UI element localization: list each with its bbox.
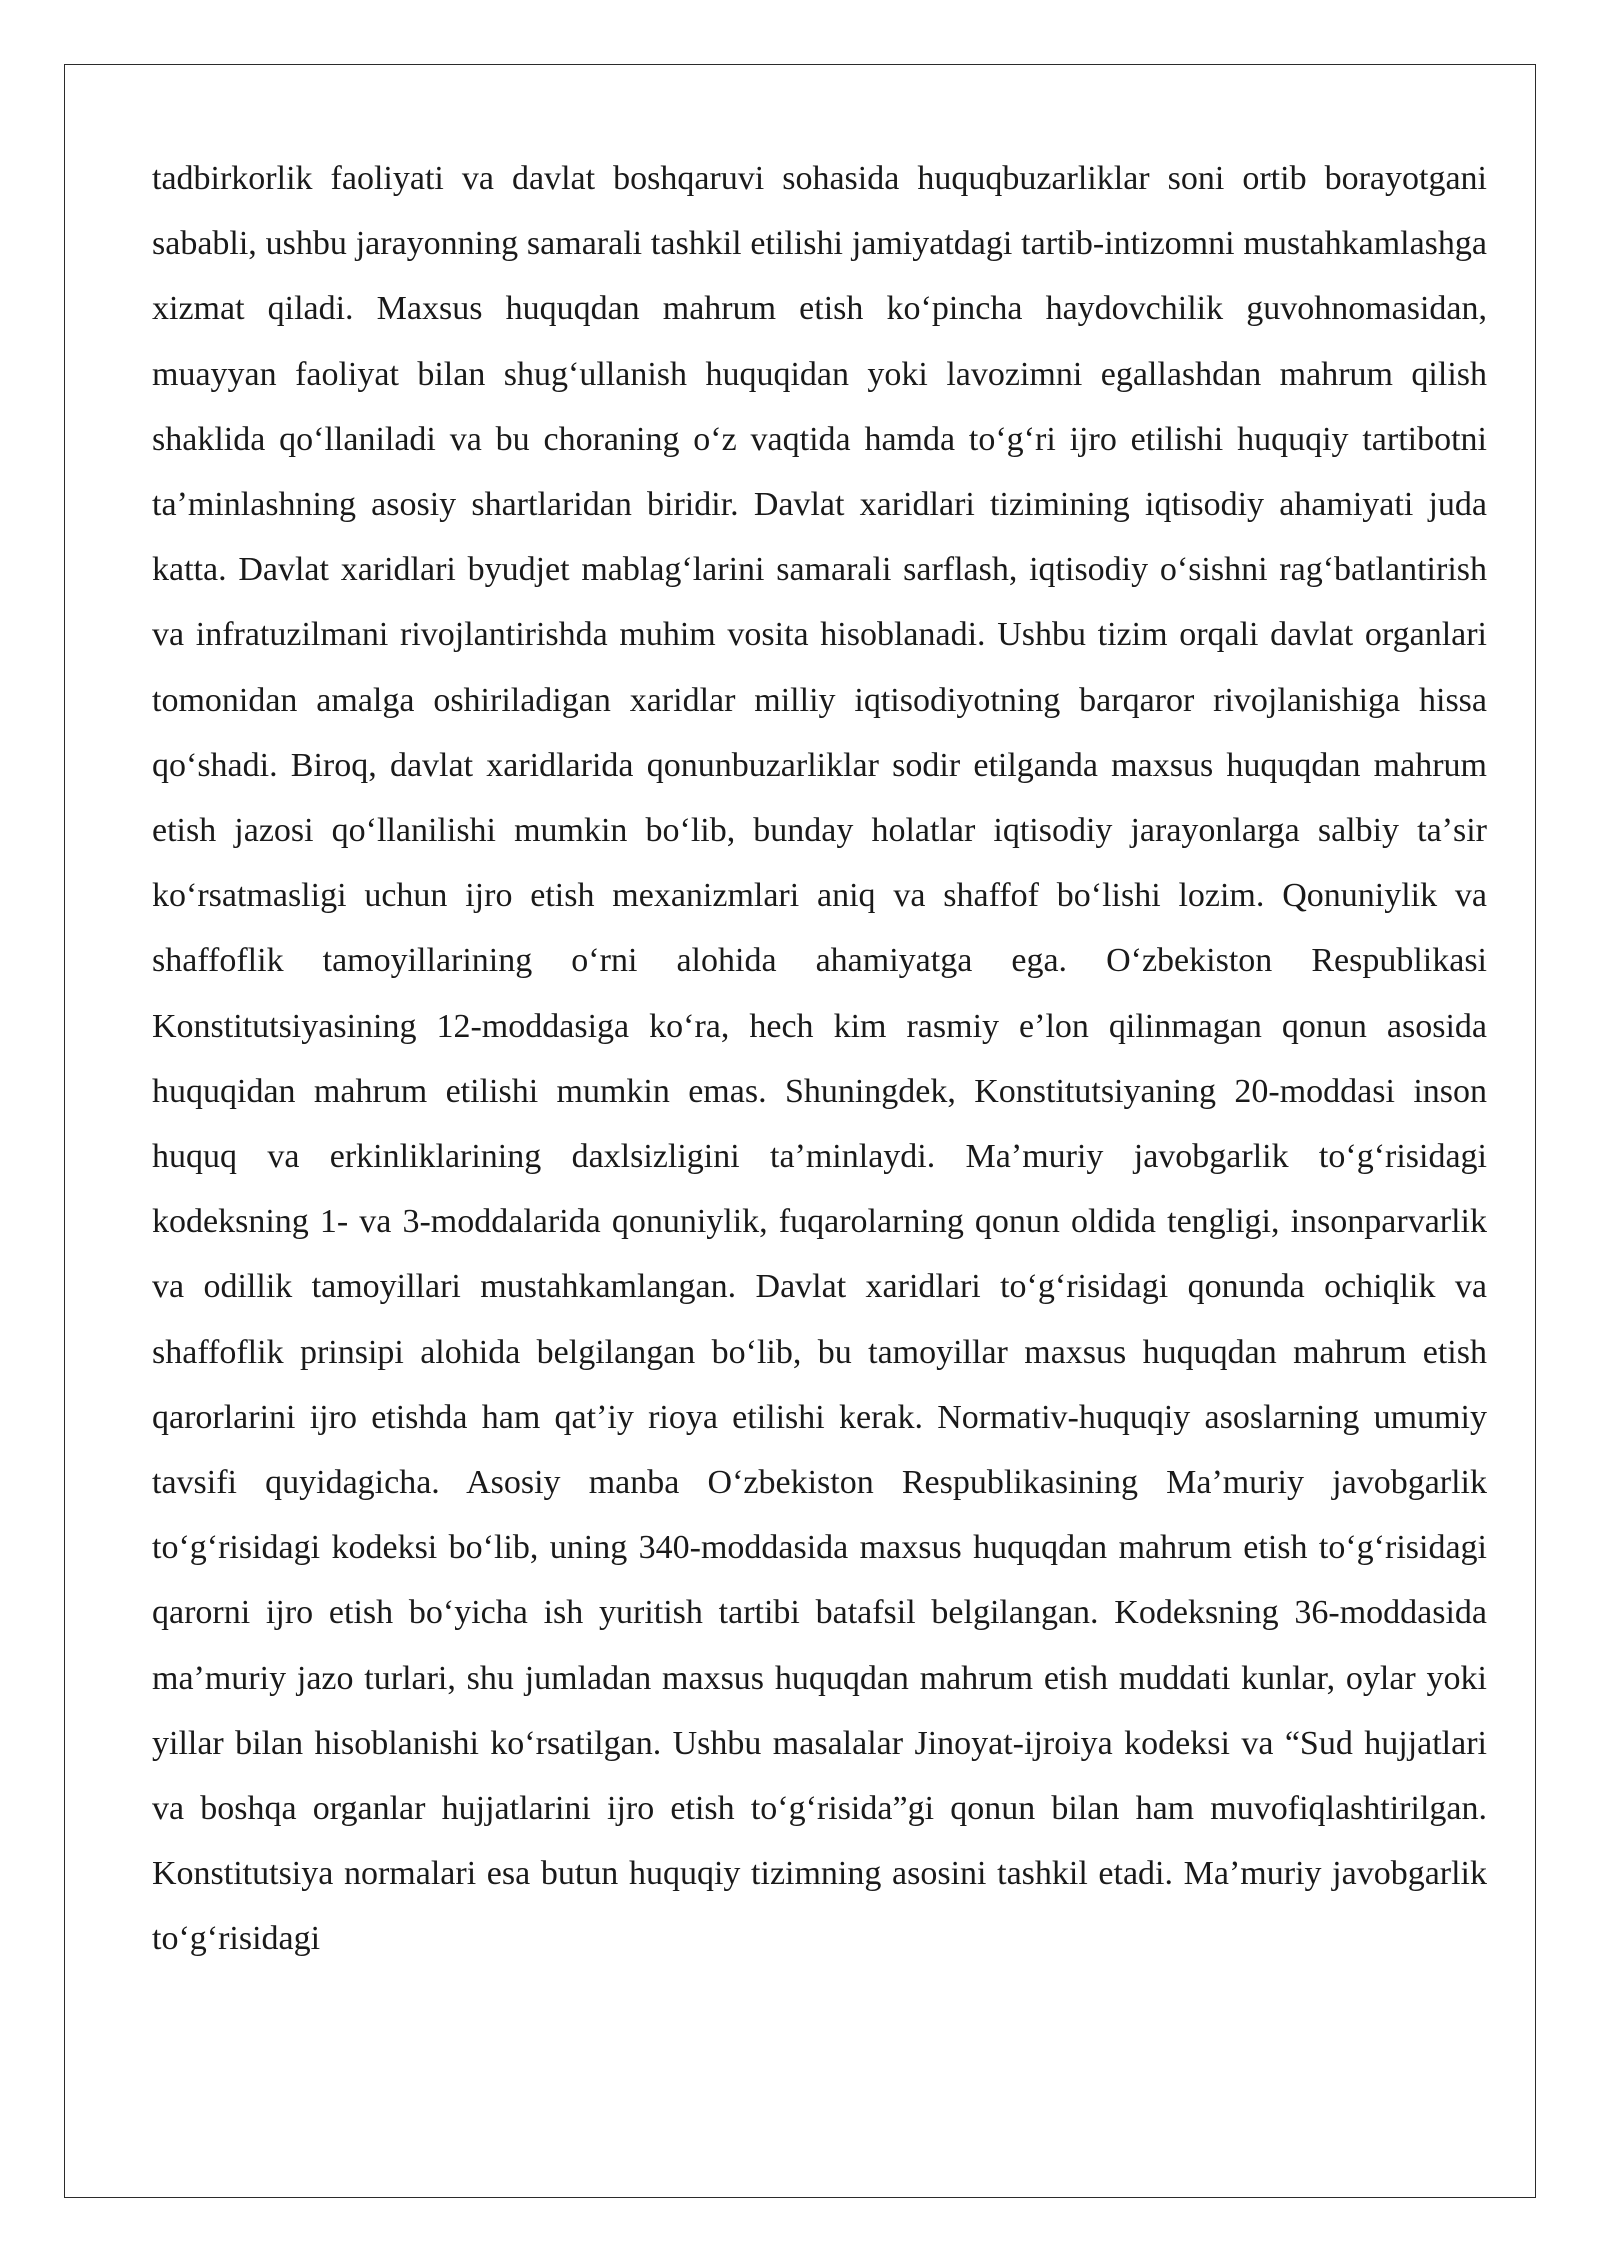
body-paragraph: tadbirkorlik faoliyati va davlat boshqaruvi sohasida huquqbuzarliklar soni ortib borayotgani sababli, ushbu jarayonning samarali tashkil etilishi jamiyatdagi tartib-intizomni mustahkamlashga xizmat qiladi. Maxsus huquqdan mahrum etish koʻpincha haydovchilik guvohnomasidan, muayyan faoliyat bilan shugʻullanish huquqidan yoki lavozimni egallashdan mahrum qilish shaklida qoʻllaniladi va bu choraning oʻz vaqtida hamda toʻgʻri ijro etilishi huquqiy tartibotni taʼminlashning asosiy shartlaridan biridir. Davlat xaridlari tizimining iqtisodiy ahamiyati juda katta. Davlat xaridlari byudjet mablagʻlarini samarali sarflash, iqtisodiy oʻsishni ragʻbatlantirish va infratuzilmani rivojlantirishda muhim vosita hisoblanadi. Ushbu tizim orqali davlat organlari tomonidan amalga oshiriladigan xaridlar milliy iqtisodiyotning barqaror rivojlanishiga hissa qoʻshadi. Biroq, davlat xaridlarida qonunbuzarliklar sodir etilganda maxsus huquqdan mahrum etish jazosi qoʻllanilishi mumkin boʻlib, bunday holatlar iqtisodiy jarayonlarga salbiy taʼsir koʻrsatmasligi uchun ijro etish mexanizmlari aniq va shaffof boʻlishi lozim. Qonuniylik va shaffoflik tamoyillarining oʻrni alohida ahamiyatga ega. Oʻzbekiston Respublikasi Konstitutsiyasining 12-moddasiga koʻra, hech kim rasmiy eʼlon qilinmagan qonun asosida huquqidan mahrum etilishi mumkin emas. Shuningdek, Konstitutsiyaning 20-moddasi inson huquq va erkinliklarining daxlsizligini taʼminlaydi. Maʼmuriy javobgarlik toʻgʻrisidagi kodeksning 1- va 3-moddalarida qonuniylik, fuqarolarning qonun oldida tengligi, insonparvarlik va odillik tamoyillari mustahkamlangan. Davlat xaridlari toʻgʻrisidagi qonunda ochiqlik va shaffoflik prinsipi alohida belgilangan boʻlib, bu tamoyillar maxsus huquqdan mahrum etish qarorlarini ijro etishda ham qatʼiy rioya etilishi kerak. Normativ-huquqiy asoslarning umumiy tavsifi quyidagicha. Asosiy manba Oʻzbekiston Respublikasining Maʼmuriy javobgarlik toʻgʻrisidagi kodeksi boʻlib, uning 340-moddasida maxsus huquqdan mahrum etish toʻgʻrisidagi qarorni ijro etish boʻyicha ish yuritish tartibi batafsil belgilangan. Kodeksning 36-moddasida maʼmuriy jazo turlari, shu jumladan maxsus huquqdan mahrum etish muddati kunlar, oylar yoki yillar bilan hisoblanishi koʻrsatilgan. Ushbu masalalar Jinoyat-ijroiya kodeksi va “Sud hujjatlari va boshqa organlar hujjatlarini ijro etish toʻgʻrisida”gi qonun bilan ham muvofiqlashtirilgan. Konstitutsiya normalari esa butun huquqiy tizimning asosini tashkil etadi. Maʼmuriy javobgarlik toʻgʻrisidagi <box>152 160 1487 1958</box>
